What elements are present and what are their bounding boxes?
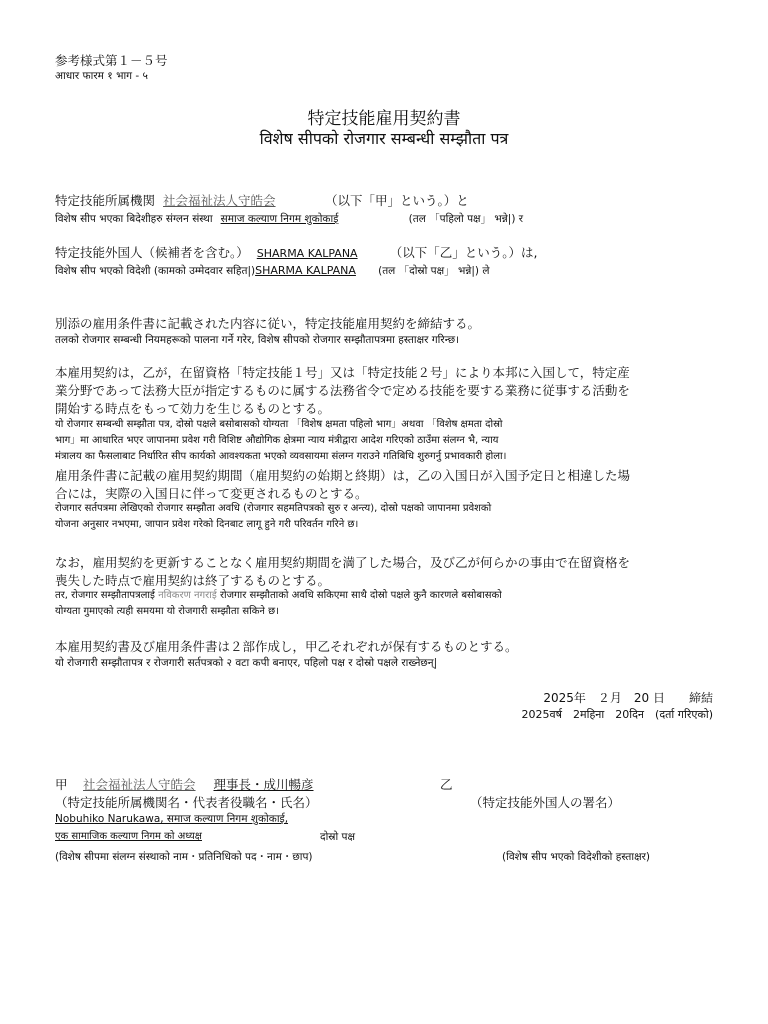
party-b-suffix-jp: （以下「乙」という。）は, bbox=[389, 245, 538, 260]
para4-jp: 本雇用契約書及び雇用条件書は２部作成し，甲乙それぞれが保有するものとする。 bbox=[55, 639, 518, 654]
para3-np-line2: योग्यता गुमाएको त्यही समयमा यो रोजगारी सम्झौता सकिने छ। bbox=[55, 606, 279, 617]
party-a-label-jp: 特定技能所属機関 bbox=[55, 193, 156, 208]
document-title-jp: 特定技能雇用契約書 bbox=[307, 109, 461, 129]
form-reference-np: आधार फारम १ भाग - ५ bbox=[55, 70, 149, 82]
para1-np: तलको रोजगार सम्बन्धी नियमहरूको पालना गर्ने गरेर, विशेष सीपको रोजगार सम्झौतापत्रमा हस्ताक्षर गरिन्छ। bbox=[55, 334, 460, 346]
party-a-line-jp bbox=[55, 192, 469, 209]
para3-np-pre: तर, रोजगार सम्झौतापत्रलाई bbox=[55, 590, 155, 601]
para2-jp-line3: 開始する時点をもって効力を生じるものとする。 bbox=[55, 401, 331, 416]
party-a-name-jp: 社会福祉法人守皓会 bbox=[163, 193, 276, 208]
para3-np-post: रोजगार सम्झौताको अवधि सकिएमा साथै दोस्रो पक्षले कुनै कारणले बसोबासको bbox=[219, 590, 502, 601]
party-a-org-name: 社会福祉法人守皓会 bbox=[83, 777, 196, 792]
conclusion-date-np: 2025वर्ष 2महिना 20दिन (दर्ता गरिएको) bbox=[521, 708, 713, 721]
para2-jp-line5: 合には，実際の入国日に伴って変更されるものとする。 bbox=[55, 486, 368, 501]
party-a-name-np: समाज कल्याण निगम शुकोकाई bbox=[220, 213, 339, 225]
para2-np-line4: रोजगार सर्तपत्रमा लेखिएको रोजगार सम्झौता अवधि (रोजगार सहमतिपत्रको सुरु र अन्त्य), दोस्रो पक्षको जापानमा प्रवेशको bbox=[55, 503, 492, 514]
party-a-name-np: Nobuhiko Narukawa, समाज कल्याण निगम शुकोकाई, bbox=[55, 813, 289, 825]
party-b-caption-np: (विशेष सीप भएको विदेशीको हस्ताक्षर) bbox=[502, 851, 651, 863]
party-a-org-signature bbox=[83, 776, 314, 793]
party-b-mark-np: दोस्रो पक्ष bbox=[320, 831, 356, 843]
party-b-name-np: SHARMA KALPANA bbox=[255, 264, 356, 277]
para1-jp: 別添の雇用条件書に記載された内容に従い，特定技能雇用契約を締結する。 bbox=[55, 316, 481, 331]
party-a-mark: 甲 bbox=[55, 777, 68, 792]
party-a-suffix-np: (तल 「पहिलो पक्ष」 भन्ने|) र bbox=[408, 213, 524, 225]
party-a-label-np: विशेष सीप भएका बिदेशीहरु संग्लन संस्था bbox=[55, 213, 213, 225]
party-a-suffix-jp: （以下「甲」という。）と bbox=[325, 193, 469, 208]
para3-jp-line1: なお，雇用契約を更新することなく雇用契約期間を満了した場合，及び乙が何らかの事由で在留資格を bbox=[55, 555, 631, 570]
party-a-representative: 理事長・成川暢彦 bbox=[213, 777, 314, 792]
para2-np-line1: यो रोजगार सम्बन्धी सम्झौता पत्र, दोस्रो पक्षले बसोबासको योग्यता 「विशेष क्षमता पहिलो भाग」अथवा 「विशेष क्षमता दोस्रो bbox=[55, 419, 503, 430]
party-b-caption-jp: （特定技能外国人の署名） bbox=[470, 795, 621, 810]
para4-np: यो रोजगारी सम्झौतापत्र र रोजगारी सर्तपत्रको २ वटा कपी बनाएर, पहिलो पक्ष र दोस्रो पक्षले राख्नेछन्| bbox=[55, 657, 438, 669]
para3-np-line1 bbox=[55, 589, 502, 603]
para2-jp-line4: 雇用条件書に記載の雇用契約期間（雇用契約の始期と終期）は，乙の入国日が入国予定日と相違した場 bbox=[55, 468, 631, 483]
conclusion-date-jp: 2025年 ２月 20 日 締結 bbox=[543, 691, 713, 705]
party-b-line-np bbox=[55, 264, 489, 278]
party-b-mark: 乙 bbox=[440, 777, 453, 792]
para2-np-line3: मंत्रालय का फैसलाबाट निर्धारित सीप कार्यको आवश्यकता भएको व्यवसायमा संलग्न गराउने गतिबिधि शुरुगर्नु प्रभावकारी होला। bbox=[55, 451, 507, 462]
party-b-suffix-np: (तल 「दोस्रो पक्ष」 भन्ने|) ले bbox=[378, 265, 490, 277]
para2-jp-line2: 業分野であって法務大臣が指定するものに属する法務省令で定める技能を要する業務に従事する活動を bbox=[55, 383, 630, 398]
party-a-line-np bbox=[55, 212, 523, 226]
party-b-name-jp: SHARMA KALPANA bbox=[256, 247, 358, 260]
para3-np-marked: नविकरण नगराई bbox=[158, 590, 217, 601]
party-b-label-jp: 特定技能外国人（候補者を含む。） bbox=[55, 245, 249, 260]
party-b-line-jp bbox=[55, 244, 538, 262]
party-a-title-np: एक सामाजिक कल्याण निगम को अध्यक्ष bbox=[55, 831, 202, 842]
document-title-np: विशेष सीपको रोजगार सम्बन्धी सम्झौता पत्र bbox=[259, 129, 509, 148]
party-a-caption-np: (विशेष सीपमा संलग्न संस्थाको नाम・प्रतिनिधिको पद・नाम・छाप) bbox=[55, 851, 313, 863]
para3-jp-line2: 喪失した時点で雇用契約は終了するものとする。 bbox=[55, 573, 331, 588]
form-reference-jp: 参考様式第１－５号 bbox=[55, 53, 168, 68]
party-a-caption-jp: （特定技能所属機関名・代表者役職名・氏名） bbox=[55, 795, 318, 810]
party-b-label-np: विशेष सीप भएको विदेशी (कामको उम्मेदवार सहित|) bbox=[55, 265, 256, 277]
para2-jp-line1: 本雇用契約は，乙が，在留資格「特定技能１号」又は「特定技能２号」により本邦に入国して，特定産 bbox=[55, 365, 630, 380]
para2-np-line5: योजना अनुसार नभएमा, जापान प्रवेश गरेको दिनबाट लागू हुने गरी परिवर्तन गरिने छ। bbox=[55, 519, 359, 530]
para2-np-line2: भाग」मा आधारित भएर जापानमा प्रवेश गरी विशिष्ट औद्योगिक क्षेत्रमा न्याय मंत्रीद्वारा आदेश गरिएको ठाउँमा संलग्न भै, न्याय bbox=[55, 435, 499, 446]
